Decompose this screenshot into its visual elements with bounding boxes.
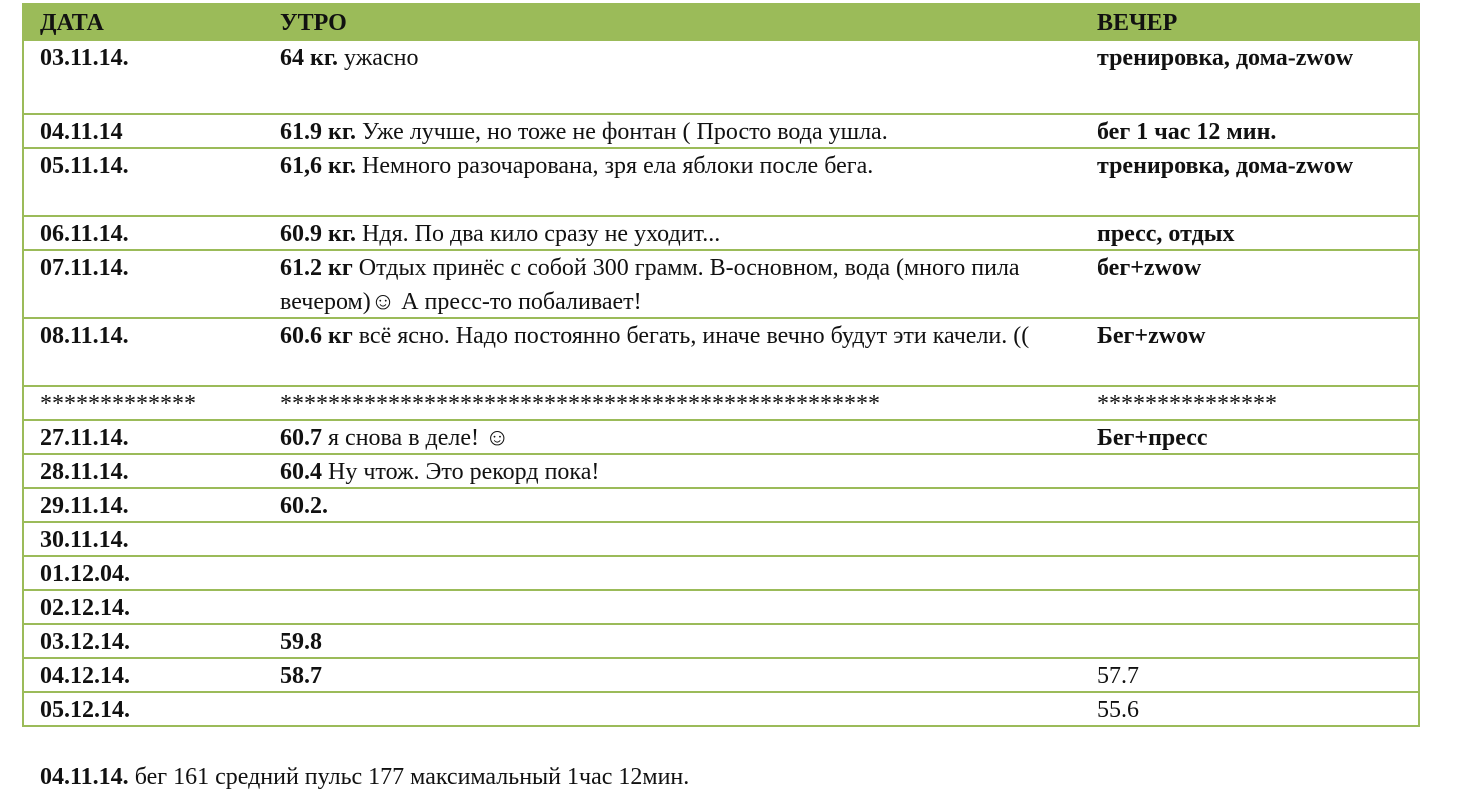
table-row <box>24 385 1418 419</box>
cell-evening <box>1081 489 1418 521</box>
cell-date: 28.11.14. <box>40 459 129 485</box>
table-row <box>24 521 1418 555</box>
table-row <box>24 623 1418 657</box>
weight-value: 60.4 <box>280 459 322 485</box>
cell-date: 08.11.14. <box>40 323 129 349</box>
weight-value: 61.2 кг <box>280 255 353 281</box>
diet-log-table <box>22 3 1420 727</box>
cell-date: 05.11.14. <box>40 153 129 179</box>
table-row <box>24 419 1418 453</box>
table-row <box>24 215 1418 249</box>
cell-evening <box>1081 557 1418 589</box>
cell-evening: Бег+zwow <box>1097 323 1206 349</box>
morning-note: Ндя. По два кило сразу не уходит... <box>356 221 721 247</box>
cell-date: 06.11.14. <box>40 221 129 247</box>
cell-evening <box>1081 591 1418 623</box>
cell-morning <box>264 251 1081 317</box>
morning-note: Ну чтож. Это рекорд пока! <box>322 459 600 485</box>
weight-value: 58.7 <box>280 663 322 689</box>
cell-date: 07.11.14. <box>40 255 129 281</box>
cell-morning <box>264 421 1081 453</box>
cell-evening <box>1081 523 1418 555</box>
morning-note: Немного разочарована, зря ела яблоки после бега. <box>356 153 874 179</box>
footer-note <box>40 760 689 794</box>
table-row <box>24 487 1418 521</box>
table-row <box>24 113 1418 147</box>
cell-evening: тренировка, дома-zwow <box>1097 153 1354 179</box>
cell-evening: Бег+пресс <box>1097 425 1208 451</box>
cell-date: 04.12.14. <box>40 663 130 689</box>
cell-morning <box>264 387 1081 419</box>
morning-note: всё ясно. Надо постоянно бегать, иначе вечно будут эти качели. (( <box>352 323 1030 349</box>
table-row <box>24 555 1418 589</box>
weight-value: 60.6 кг <box>280 323 353 349</box>
cell-evening <box>1081 455 1418 487</box>
cell-date: 01.12.04. <box>40 561 130 587</box>
table-body <box>24 41 1418 725</box>
table-row <box>24 249 1418 317</box>
cell-morning <box>264 115 1081 147</box>
table-row <box>24 41 1418 113</box>
header-evening: ВЕЧЕР <box>1097 10 1178 36</box>
cell-date: ************* <box>40 391 196 417</box>
cell-date: 29.11.14. <box>40 493 129 519</box>
cell-morning <box>264 489 1081 521</box>
footer-text: бег 161 средний пульс 177 максимальный 1час 12мин. <box>128 764 690 790</box>
cell-evening: тренировка, дома-zwow <box>1097 45 1354 71</box>
cell-morning <box>264 625 1081 657</box>
cell-morning <box>264 523 1081 555</box>
table-row <box>24 589 1418 623</box>
morning-note: ************************************************** <box>280 391 880 417</box>
morning-note: Уже лучше, но тоже не фонтан ( Просто вода ушла. <box>356 119 888 145</box>
cell-evening: бег+zwow <box>1097 255 1202 281</box>
cell-evening <box>1081 625 1418 657</box>
cell-date: 27.11.14. <box>40 425 129 451</box>
cell-date: 03.11.14. <box>40 45 129 71</box>
cell-evening: пресс, отдых <box>1097 221 1235 247</box>
cell-morning <box>264 149 1081 215</box>
cell-evening: *************** <box>1097 391 1277 417</box>
table-row <box>24 691 1418 725</box>
weight-value: 60.7 <box>280 425 322 451</box>
cell-morning <box>264 659 1081 691</box>
header-date: ДАТА <box>40 10 104 36</box>
cell-date: 02.12.14. <box>40 595 130 621</box>
cell-evening: 57.7 <box>1097 663 1139 689</box>
cell-date: 03.12.14. <box>40 629 130 655</box>
table-row <box>24 657 1418 691</box>
table-header-row <box>24 5 1418 41</box>
table-row <box>24 147 1418 215</box>
weight-value: 60.9 кг. <box>280 221 357 247</box>
cell-morning <box>264 41 1081 113</box>
table-row <box>24 317 1418 385</box>
cell-date: 30.11.14. <box>40 527 129 553</box>
morning-note: ужасно <box>338 45 419 71</box>
cell-evening: 55.6 <box>1097 697 1139 723</box>
weight-value: 64 кг. <box>280 45 339 71</box>
cell-morning <box>264 557 1081 589</box>
cell-date: 05.12.14. <box>40 697 130 723</box>
weight-value: 61.9 кг. <box>280 119 357 145</box>
cell-evening: бег 1 час 12 мин. <box>1097 119 1277 145</box>
morning-note: Отдых принёс с собой 300 грамм. В-основном, вода (много пила вечером)☺ А пресс-то побаливает! <box>280 255 1020 315</box>
weight-value: 61,6 кг. <box>280 153 357 179</box>
cell-morning <box>264 319 1081 385</box>
cell-date: 04.11.14 <box>40 119 123 145</box>
cell-morning <box>264 455 1081 487</box>
weight-value: 59.8 <box>280 629 322 655</box>
cell-morning <box>264 591 1081 623</box>
cell-morning <box>264 693 1081 725</box>
header-morning: УТРО <box>280 10 347 36</box>
footer-date: 04.11.14. <box>40 764 129 790</box>
weight-value: 60.2. <box>280 493 328 519</box>
cell-morning <box>264 217 1081 249</box>
table-row <box>24 453 1418 487</box>
morning-note: я снова в деле! ☺ <box>322 425 510 451</box>
